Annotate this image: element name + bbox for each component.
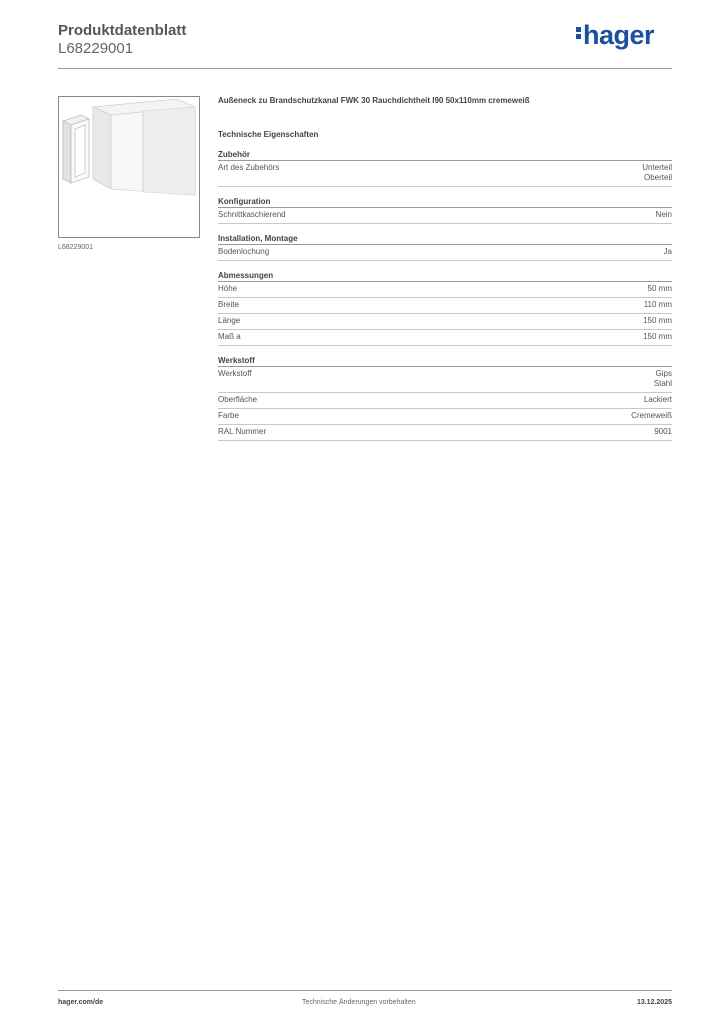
product-image-graphic — [59, 97, 199, 237]
property-label: Werkstoff — [218, 369, 252, 378]
property-value: Ja — [663, 247, 672, 256]
logo-text: hager — [582, 20, 654, 50]
property-row — [218, 245, 672, 261]
property-row — [218, 298, 672, 314]
property-row — [218, 367, 672, 393]
property-value: 150 mm — [643, 332, 672, 341]
group-title: Werkstoff — [218, 356, 672, 367]
footer-notice: Technische Änderungen vorbehalten — [302, 999, 416, 1006]
property-row — [218, 314, 672, 330]
property-values — [664, 247, 672, 257]
property-row — [218, 409, 672, 425]
property-value: 50 mm — [647, 284, 672, 293]
group-title: Installation, Montage — [218, 234, 672, 245]
property-row — [218, 161, 672, 187]
property-values — [654, 427, 672, 437]
property-value: Nein — [655, 210, 672, 219]
property-values — [654, 369, 672, 389]
property-group — [218, 356, 672, 441]
property-value: Stahl — [653, 379, 672, 388]
footer-date: 13.12.2025 — [636, 999, 672, 1006]
logo-dots-icon — [576, 25, 582, 41]
group-title: Zubehör — [218, 150, 672, 161]
property-groups — [218, 150, 672, 441]
product-image — [58, 96, 200, 238]
property-row — [218, 208, 672, 224]
group-title: Abmessungen — [218, 271, 672, 282]
property-value: Lackiert — [643, 395, 672, 404]
property-row — [218, 330, 672, 346]
header-divider — [58, 68, 672, 69]
property-label: Schnittkaschierend — [218, 210, 286, 219]
product-name: Außeneck zu Brandschutzkanal FWK 30 Rauchdichtheit I90 50x110mm cremeweiß — [218, 96, 530, 105]
property-value: 9001 — [654, 427, 672, 436]
property-values — [644, 395, 672, 405]
page-header — [58, 20, 672, 70]
property-value: Oberteil — [643, 173, 672, 182]
property-group — [218, 234, 672, 261]
property-values — [656, 210, 672, 220]
property-group — [218, 271, 672, 346]
property-group — [218, 150, 672, 187]
property-label: RAL Nummer — [218, 427, 267, 436]
property-value: 110 mm — [643, 300, 672, 309]
property-row — [218, 282, 672, 298]
footer-divider — [58, 990, 672, 991]
property-values — [643, 332, 672, 342]
product-details — [218, 96, 672, 451]
property-label: Bodenlochung — [218, 247, 270, 256]
property-label: Farbe — [218, 411, 239, 420]
property-row — [218, 393, 672, 409]
image-caption: L68229001 — [58, 244, 94, 251]
property-label: Art des Zubehörs — [218, 163, 280, 172]
article-number: L68229001 — [58, 40, 134, 57]
section-heading: Technische Eigenschaften — [218, 130, 319, 139]
property-value: Unterteil — [642, 163, 672, 172]
property-value: 150 mm — [643, 316, 672, 325]
document-title: Produktdatenblatt — [58, 22, 187, 39]
property-values — [631, 411, 672, 421]
property-values — [643, 316, 672, 326]
property-value: Gips — [655, 369, 672, 378]
hager-logo — [576, 20, 654, 51]
group-title: Konfiguration — [218, 197, 672, 208]
property-label: Länge — [218, 316, 241, 325]
footer-website[interactable]: hager.com/de — [58, 999, 104, 1006]
property-group — [218, 197, 672, 224]
property-values — [644, 300, 672, 310]
property-label: Höhe — [218, 284, 238, 293]
property-values — [642, 163, 672, 183]
property-value: Cremeweiß — [631, 411, 672, 420]
property-label: Maß a — [218, 332, 241, 341]
property-row — [218, 425, 672, 441]
property-label: Breite — [218, 300, 239, 309]
property-values — [648, 284, 672, 294]
property-label: Oberfläche — [218, 395, 258, 404]
